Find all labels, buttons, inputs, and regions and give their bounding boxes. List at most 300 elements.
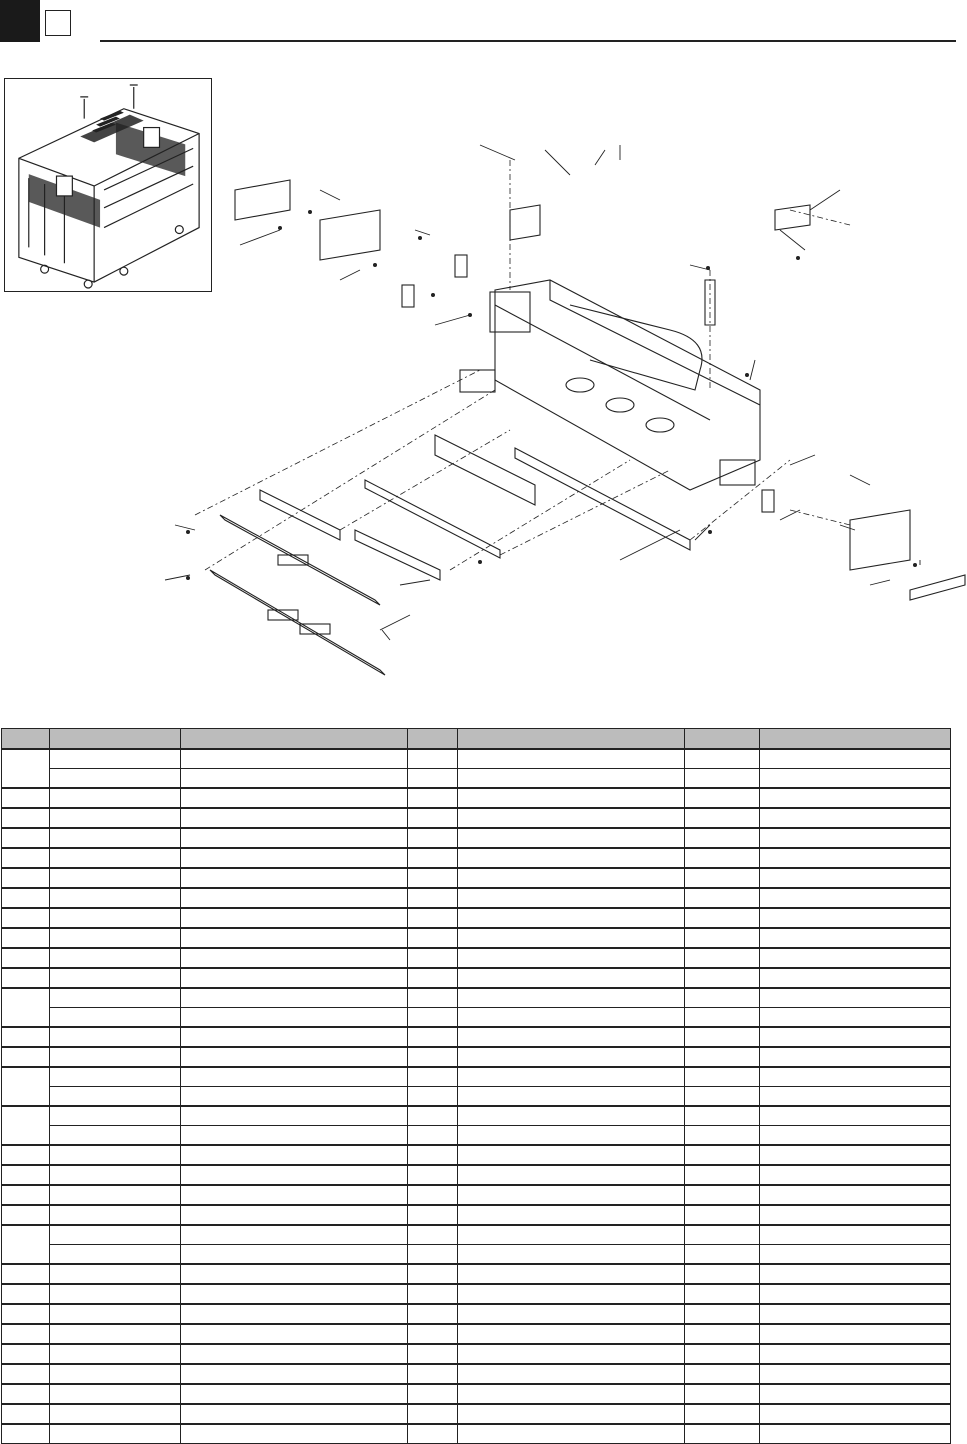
- table-cell: [685, 888, 760, 908]
- table-row: [2, 1364, 951, 1384]
- table-cell: [685, 1047, 760, 1067]
- table-cell: [760, 888, 951, 908]
- table-cell: [458, 968, 685, 988]
- table-cell: [685, 1008, 760, 1028]
- table-cell: [50, 1424, 181, 1444]
- table-cell: [50, 888, 181, 908]
- table-cell: [760, 808, 951, 828]
- table-cell: [408, 1087, 458, 1107]
- table-cell: [50, 808, 181, 828]
- table-cell: [760, 1067, 951, 1087]
- table-cell: [50, 1264, 181, 1284]
- table-cell: [408, 808, 458, 828]
- table-cell: [685, 868, 760, 888]
- table-row: [2, 1185, 951, 1205]
- table-cell: [458, 948, 685, 968]
- table-cell: [685, 848, 760, 868]
- table-row: [2, 1067, 951, 1087]
- table-cell: [181, 1304, 408, 1324]
- table-cell: [685, 988, 760, 1008]
- table-cell: [685, 769, 760, 789]
- table-cell: [760, 1145, 951, 1165]
- table-cell: [408, 1304, 458, 1324]
- table-cell: [458, 1404, 685, 1424]
- table-cell: [181, 1384, 408, 1404]
- table-cell: [458, 1344, 685, 1364]
- table-cell: [408, 1404, 458, 1424]
- table-cell: [181, 749, 408, 769]
- column-header: [408, 729, 458, 750]
- table-row: [2, 1106, 951, 1126]
- table-cell: [2, 968, 50, 988]
- table-cell: [50, 1008, 181, 1028]
- table-cell: [408, 1424, 458, 1444]
- table-cell: [408, 828, 458, 848]
- table-cell: [760, 828, 951, 848]
- table-row: [2, 1126, 951, 1146]
- table-cell: [2, 1304, 50, 1324]
- table-cell: [458, 908, 685, 928]
- table-cell: [181, 769, 408, 789]
- carriage-block: [460, 370, 495, 392]
- exploded-view-diagram: [150, 130, 967, 690]
- table-cell: [408, 1165, 458, 1185]
- table-cell: [2, 1344, 50, 1364]
- table-cell: [50, 948, 181, 968]
- table-cell: [2, 868, 50, 888]
- table-cell: [685, 1145, 760, 1165]
- table-cell: [2, 1067, 50, 1106]
- table-cell: [181, 948, 408, 968]
- table-cell: [760, 988, 951, 1008]
- table-cell: [408, 1205, 458, 1225]
- table-cell: [2, 988, 50, 1027]
- table-cell: [685, 1384, 760, 1404]
- table-row: [2, 948, 951, 968]
- table-cell: [408, 1145, 458, 1165]
- table-cell: [685, 908, 760, 928]
- table-cell: [458, 1205, 685, 1225]
- table-cell: [760, 868, 951, 888]
- table-row: [2, 1087, 951, 1107]
- table-cell: [181, 1364, 408, 1384]
- table-cell: [458, 1324, 685, 1344]
- table-row: [2, 1264, 951, 1284]
- table-cell: [181, 888, 408, 908]
- table-row: [2, 1245, 951, 1265]
- table-row: [2, 1225, 951, 1245]
- table-cell: [181, 988, 408, 1008]
- table-cell: [181, 868, 408, 888]
- table-row: [2, 1304, 951, 1324]
- table-cell: [760, 1404, 951, 1424]
- table-cell: [685, 1205, 760, 1225]
- right-block: [720, 460, 755, 485]
- table-cell: [408, 1126, 458, 1146]
- table-cell: [181, 1087, 408, 1107]
- header-rule: [100, 40, 956, 42]
- table-cell: [50, 988, 181, 1008]
- straight-bar-2: [355, 530, 440, 580]
- column-header: [685, 729, 760, 750]
- table-cell: [181, 1067, 408, 1087]
- table-row: [2, 749, 951, 769]
- table-row: [2, 808, 951, 828]
- table-row: [2, 1205, 951, 1225]
- table-cell: [760, 1087, 951, 1107]
- table-cell: [458, 1087, 685, 1107]
- table-cell: [408, 769, 458, 789]
- table-cell: [2, 1404, 50, 1424]
- section-tab-marker: [0, 0, 40, 42]
- table-cell: [408, 908, 458, 928]
- table-cell: [181, 1205, 408, 1225]
- table-cell: [408, 988, 458, 1008]
- table-row: [2, 1324, 951, 1344]
- table-cell: [685, 1364, 760, 1384]
- table-cell: [760, 1424, 951, 1444]
- table-cell: [50, 1027, 181, 1047]
- table-cell: [685, 828, 760, 848]
- table-cell: [50, 1404, 181, 1424]
- table-row: [2, 988, 951, 1008]
- table-cell: [181, 1106, 408, 1126]
- left-block-assembly: [235, 180, 290, 220]
- table-cell: [458, 1027, 685, 1047]
- table-cell: [181, 1047, 408, 1067]
- table-cell: [181, 1264, 408, 1284]
- table-cell: [408, 1344, 458, 1364]
- table-cell: [760, 1008, 951, 1028]
- table-cell: [181, 808, 408, 828]
- table-cell: [408, 1225, 458, 1245]
- table-cell: [181, 1284, 408, 1304]
- callout-box-lower: [57, 176, 73, 196]
- table-cell: [50, 1067, 181, 1087]
- table-cell: [685, 1284, 760, 1304]
- table-cell: [181, 1225, 408, 1245]
- table-cell: [181, 828, 408, 848]
- linear-rail-lower: [210, 570, 385, 675]
- table-cell: [458, 1185, 685, 1205]
- table-row: [2, 1384, 951, 1404]
- table-cell: [458, 1384, 685, 1404]
- table-cell: [760, 1344, 951, 1364]
- table-cell: [760, 968, 951, 988]
- table-cell: [760, 1324, 951, 1344]
- table-cell: [50, 1145, 181, 1165]
- table-cell: [458, 1304, 685, 1324]
- table-cell: [181, 1344, 408, 1364]
- table-cell: [760, 908, 951, 928]
- table-cell: [458, 848, 685, 868]
- table-cell: [181, 1245, 408, 1265]
- plate: [435, 435, 535, 505]
- table-cell: [181, 1404, 408, 1424]
- table-cell: [760, 1384, 951, 1404]
- left-cover: [320, 210, 380, 260]
- parts-table: [1, 728, 951, 1444]
- table-cell: [181, 788, 408, 808]
- table-cell: [760, 749, 951, 769]
- table-cell: [760, 928, 951, 948]
- table-cell: [458, 1245, 685, 1265]
- table-header-row: [2, 729, 951, 750]
- column-header: [2, 729, 50, 750]
- right-cover: [850, 510, 910, 570]
- table-cell: [760, 948, 951, 968]
- table-cell: [685, 1027, 760, 1047]
- table-cell: [408, 1106, 458, 1126]
- table-cell: [2, 808, 50, 828]
- table-cell: [2, 1185, 50, 1205]
- table-cell: [50, 968, 181, 988]
- table-cell: [2, 1225, 50, 1264]
- table-row: [2, 908, 951, 928]
- table-cell: [458, 828, 685, 848]
- table-cell: [408, 1384, 458, 1404]
- table-cell: [50, 788, 181, 808]
- table-cell: [408, 968, 458, 988]
- table-row: [2, 788, 951, 808]
- table-row: [2, 1424, 951, 1444]
- table-cell: [50, 769, 181, 789]
- table-cell: [408, 848, 458, 868]
- parts-table-body: [2, 749, 951, 1444]
- table-cell: [408, 1264, 458, 1284]
- table-cell: [2, 848, 50, 868]
- table-cell: [50, 1225, 181, 1245]
- table-cell: [181, 1027, 408, 1047]
- table-row: [2, 868, 951, 888]
- table-row: [2, 1145, 951, 1165]
- table-cell: [2, 1106, 50, 1145]
- table-cell: [2, 928, 50, 948]
- table-cell: [685, 1344, 760, 1364]
- table-cell: [458, 788, 685, 808]
- table-cell: [181, 1165, 408, 1185]
- table-cell: [408, 788, 458, 808]
- table-cell: [760, 1047, 951, 1067]
- column-header: [760, 729, 951, 750]
- table-cell: [685, 1165, 760, 1185]
- table-cell: [2, 1384, 50, 1404]
- table-cell: [50, 828, 181, 848]
- table-cell: [2, 1165, 50, 1185]
- table-cell: [2, 1264, 50, 1284]
- table-cell: [408, 749, 458, 769]
- table-cell: [181, 908, 408, 928]
- table-cell: [685, 968, 760, 988]
- table-cell: [2, 788, 50, 808]
- table-cell: [458, 888, 685, 908]
- table-cell: [760, 848, 951, 868]
- column-header: [181, 729, 408, 750]
- table-cell: [50, 928, 181, 948]
- table-cell: [760, 1027, 951, 1047]
- table-cell: [408, 1027, 458, 1047]
- table-cell: [181, 1145, 408, 1165]
- table-cell: [458, 1106, 685, 1126]
- table-cell: [181, 1324, 408, 1344]
- table-cell: [2, 1284, 50, 1304]
- table-cell: [685, 1225, 760, 1245]
- column-header: [50, 729, 181, 750]
- table-cell: [2, 1364, 50, 1384]
- table-cell: [458, 1008, 685, 1028]
- top-bracket: [510, 205, 540, 240]
- table-cell: [50, 1087, 181, 1107]
- table-cell: [181, 928, 408, 948]
- table-row: [2, 848, 951, 868]
- table-row: [2, 1344, 951, 1364]
- table-cell: [458, 1047, 685, 1067]
- table-row: [2, 1404, 951, 1424]
- table-cell: [760, 1205, 951, 1225]
- table-cell: [458, 1284, 685, 1304]
- table-cell: [50, 1165, 181, 1185]
- table-row: [2, 1047, 951, 1067]
- table-cell: [458, 769, 685, 789]
- straight-bar-1: [260, 490, 340, 540]
- table-row: [2, 1165, 951, 1185]
- table-cell: [2, 908, 50, 928]
- table-cell: [458, 1165, 685, 1185]
- table-cell: [685, 1245, 760, 1265]
- table-cell: [2, 1027, 50, 1047]
- table-cell: [181, 1185, 408, 1205]
- table-cell: [50, 1245, 181, 1265]
- table-cell: [50, 848, 181, 868]
- table-cell: [2, 1047, 50, 1067]
- table-cell: [408, 1324, 458, 1344]
- table-cell: [2, 828, 50, 848]
- table-cell: [50, 1106, 181, 1126]
- table-cell: [760, 769, 951, 789]
- rack-bar: [365, 480, 500, 558]
- table-cell: [458, 1225, 685, 1245]
- table-cell: [2, 948, 50, 968]
- table-cell: [685, 1106, 760, 1126]
- table-cell: [760, 1126, 951, 1146]
- section-letter-box: [45, 10, 71, 36]
- motor-block: [490, 292, 530, 332]
- table-cell: [2, 1205, 50, 1225]
- table-row: [2, 968, 951, 988]
- table-cell: [458, 928, 685, 948]
- table-cell: [458, 1264, 685, 1284]
- table-cell: [408, 1364, 458, 1384]
- table-cell: [50, 908, 181, 928]
- table-cell: [685, 1264, 760, 1284]
- table-cell: [408, 1047, 458, 1067]
- table-cell: [50, 1344, 181, 1364]
- table-cell: [685, 1067, 760, 1087]
- table-row: [2, 1008, 951, 1028]
- table-cell: [685, 808, 760, 828]
- table-cell: [760, 1264, 951, 1284]
- table-cell: [458, 868, 685, 888]
- table-cell: [50, 1185, 181, 1205]
- table-cell: [760, 1225, 951, 1245]
- table-cell: [760, 788, 951, 808]
- table-cell: [685, 1304, 760, 1324]
- table-cell: [181, 968, 408, 988]
- table-cell: [685, 928, 760, 948]
- table-cell: [458, 1067, 685, 1087]
- table-cell: [685, 1324, 760, 1344]
- table-cell: [685, 749, 760, 769]
- table-cell: [458, 1364, 685, 1384]
- table-cell: [760, 1185, 951, 1205]
- table-cell: [760, 1245, 951, 1265]
- table-cell: [458, 1145, 685, 1165]
- table-cell: [181, 1008, 408, 1028]
- table-cell: [408, 1008, 458, 1028]
- table-cell: [458, 1126, 685, 1146]
- table-cell: [50, 1364, 181, 1384]
- table-cell: [50, 1304, 181, 1324]
- table-cell: [50, 1205, 181, 1225]
- table-cell: [458, 988, 685, 1008]
- table-cell: [408, 1245, 458, 1265]
- column-header: [458, 729, 685, 750]
- table-cell: [760, 1304, 951, 1324]
- table-cell: [685, 1424, 760, 1444]
- table-cell: [760, 1106, 951, 1126]
- table-cell: [181, 1424, 408, 1444]
- table-cell: [458, 1424, 685, 1444]
- table-cell: [2, 749, 50, 788]
- table-row: [2, 828, 951, 848]
- table-cell: [50, 1324, 181, 1344]
- table-cell: [50, 1384, 181, 1404]
- table-cell: [50, 749, 181, 769]
- table-cell: [408, 868, 458, 888]
- table-cell: [408, 1284, 458, 1304]
- table-row: [2, 769, 951, 789]
- table-cell: [408, 1185, 458, 1205]
- table-cell: [685, 948, 760, 968]
- table-cell: [685, 788, 760, 808]
- table-cell: [458, 749, 685, 769]
- exploded-parts-drawing: [150, 130, 967, 690]
- table-cell: [760, 1364, 951, 1384]
- table-cell: [408, 888, 458, 908]
- table-cell: [458, 808, 685, 828]
- table-cell: [408, 948, 458, 968]
- table-cell: [2, 1324, 50, 1344]
- table-cell: [50, 868, 181, 888]
- table-cell: [50, 1284, 181, 1304]
- table-cell: [2, 1424, 50, 1444]
- table-cell: [760, 1165, 951, 1185]
- table-cell: [50, 1126, 181, 1146]
- table-row: [2, 888, 951, 908]
- table-cell: [685, 1126, 760, 1146]
- right-rail-pair: [910, 575, 965, 600]
- table-row: [2, 1284, 951, 1304]
- table-row: [2, 928, 951, 948]
- table-cell: [181, 848, 408, 868]
- cable-chain: [570, 305, 702, 390]
- table-cell: [685, 1185, 760, 1205]
- table-cell: [685, 1404, 760, 1424]
- table-cell: [760, 1284, 951, 1304]
- table-cell: [408, 1067, 458, 1087]
- table-cell: [2, 888, 50, 908]
- table-cell: [2, 1145, 50, 1165]
